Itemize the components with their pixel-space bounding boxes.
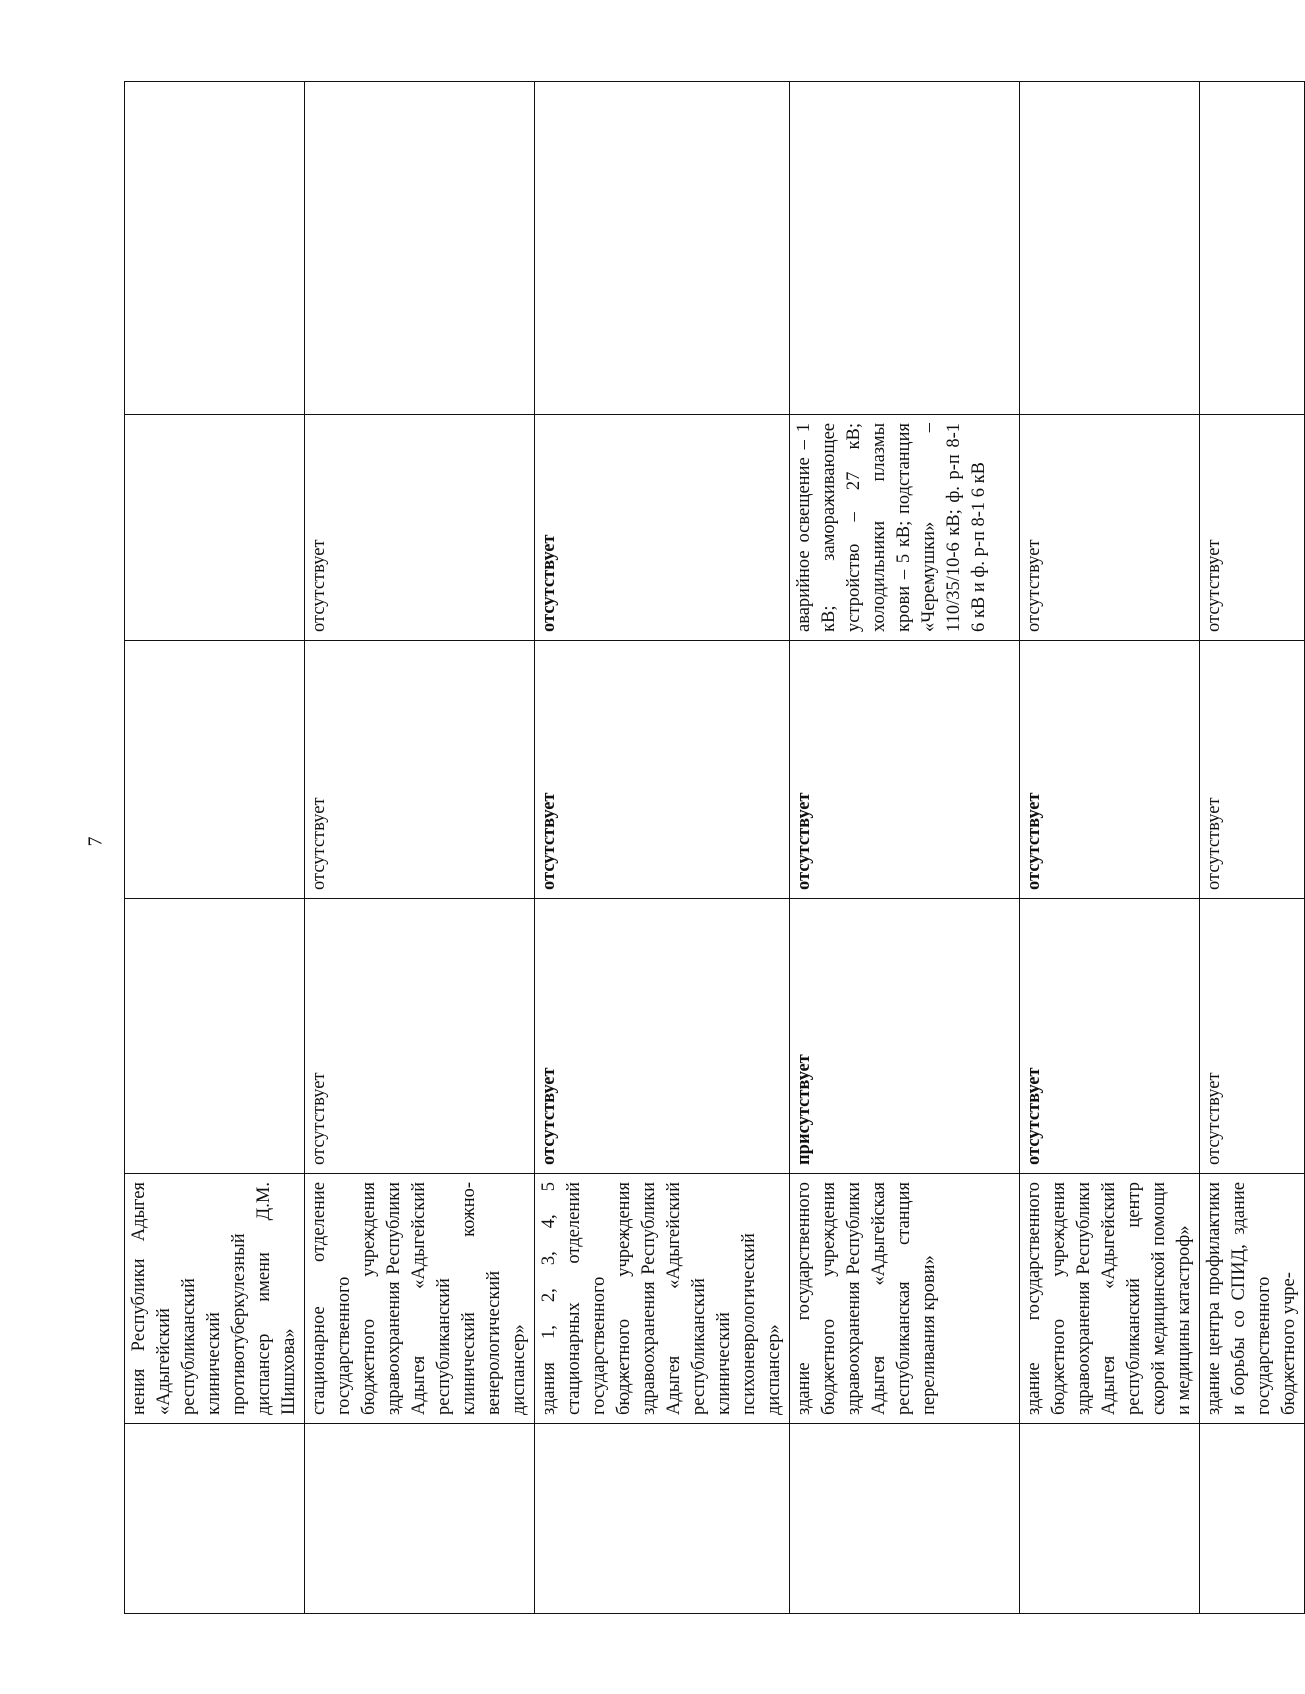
page-number: 7: [84, 836, 107, 847]
table-cell: отсутствует: [305, 899, 535, 1174]
facility-name-cell: стационарное отделение государственного бюджетного учреждения здравоохранения Республики Адыгея «Адыгейский республиканский клинический кожно-венерологический диспансер»: [305, 1174, 535, 1424]
table-cell: отсутствует: [535, 415, 790, 641]
facility-name-cell: здание государственного бюджетного учреждения здравоохранения Республики Адыгея «Адыгейская республиканская станция переливания крови»: [790, 1174, 1020, 1424]
table-cell: [790, 82, 1020, 415]
table-cell: отсутствует: [305, 641, 535, 899]
table-row: [1200, 82, 1305, 1614]
table-cell: [125, 415, 305, 641]
table-cell: [1020, 82, 1200, 415]
table-cell: [1200, 1424, 1305, 1614]
table-cell: [535, 1424, 790, 1614]
table-cell: [1200, 82, 1305, 415]
table-cell: [125, 899, 305, 1174]
table-cell: [790, 1424, 1020, 1614]
facility-name-cell: здание центра профилактики и борьбы со СПИД, здание государственного бюджетного учре-: [1200, 1174, 1305, 1424]
table-cell: отсутствует: [1200, 641, 1305, 899]
rotated-table-container: [124, 82, 1299, 1614]
table-row: [535, 82, 790, 1614]
table-cell: отсутствует: [1020, 899, 1200, 1174]
facility-name-cell: здание государственного бюджетного учреждения здравоохранения Республики Адыгея «Адыгейский республиканский центр скорой медицинской помощи и медицины катастроф»: [1020, 1174, 1200, 1424]
table-cell: отсутствует: [1200, 899, 1305, 1174]
table-cell: присутствует: [790, 899, 1020, 1174]
table-cell: отсутствует: [535, 641, 790, 899]
table-cell: [305, 1424, 535, 1614]
facility-name-cell: здания 1, 2, 3, 4, 5 стационарных отделений государственного бюджетного учреждения здравоохранения Республики Адыгея «Адыгейский республиканский клинический психоневрологический диспансер»: [535, 1174, 790, 1424]
table-cell: аварийное освещение – 1 кВ; замораживающее устройство – 27 кВ; холодильники плазмы крови – 5 кВ; подстанция «Черемушки» – 110/35/10-6 кВ; ф. р-п 8-1 6 кВ и ф. р-п 8-1 6 кВ: [790, 415, 1020, 641]
table-cell: отсутствует: [305, 415, 535, 641]
table-row: [125, 82, 305, 1614]
table-cell: [535, 82, 790, 415]
table-cell: отсутствует: [1020, 641, 1200, 899]
facilities-table: [124, 81, 1305, 1614]
table-cell: [125, 82, 305, 415]
table-row: [305, 82, 535, 1614]
table-row: [1020, 82, 1200, 1614]
table-cell: [125, 1424, 305, 1614]
table-cell: [1020, 1424, 1200, 1614]
table-cell: отсутствует: [790, 641, 1020, 899]
table-cell: [125, 641, 305, 899]
table-cell: отсутствует: [1020, 415, 1200, 641]
facility-name-cell: нения Республики Адыгея «Адыгейский республиканский клинический противотуберкулезный диспансер имени Д.М. Шишхова»: [125, 1174, 305, 1424]
table-cell: отсутствует: [535, 899, 790, 1174]
table-cell: [305, 82, 535, 415]
table-row: [790, 82, 1020, 1614]
table-cell: отсутствует: [1200, 415, 1305, 641]
